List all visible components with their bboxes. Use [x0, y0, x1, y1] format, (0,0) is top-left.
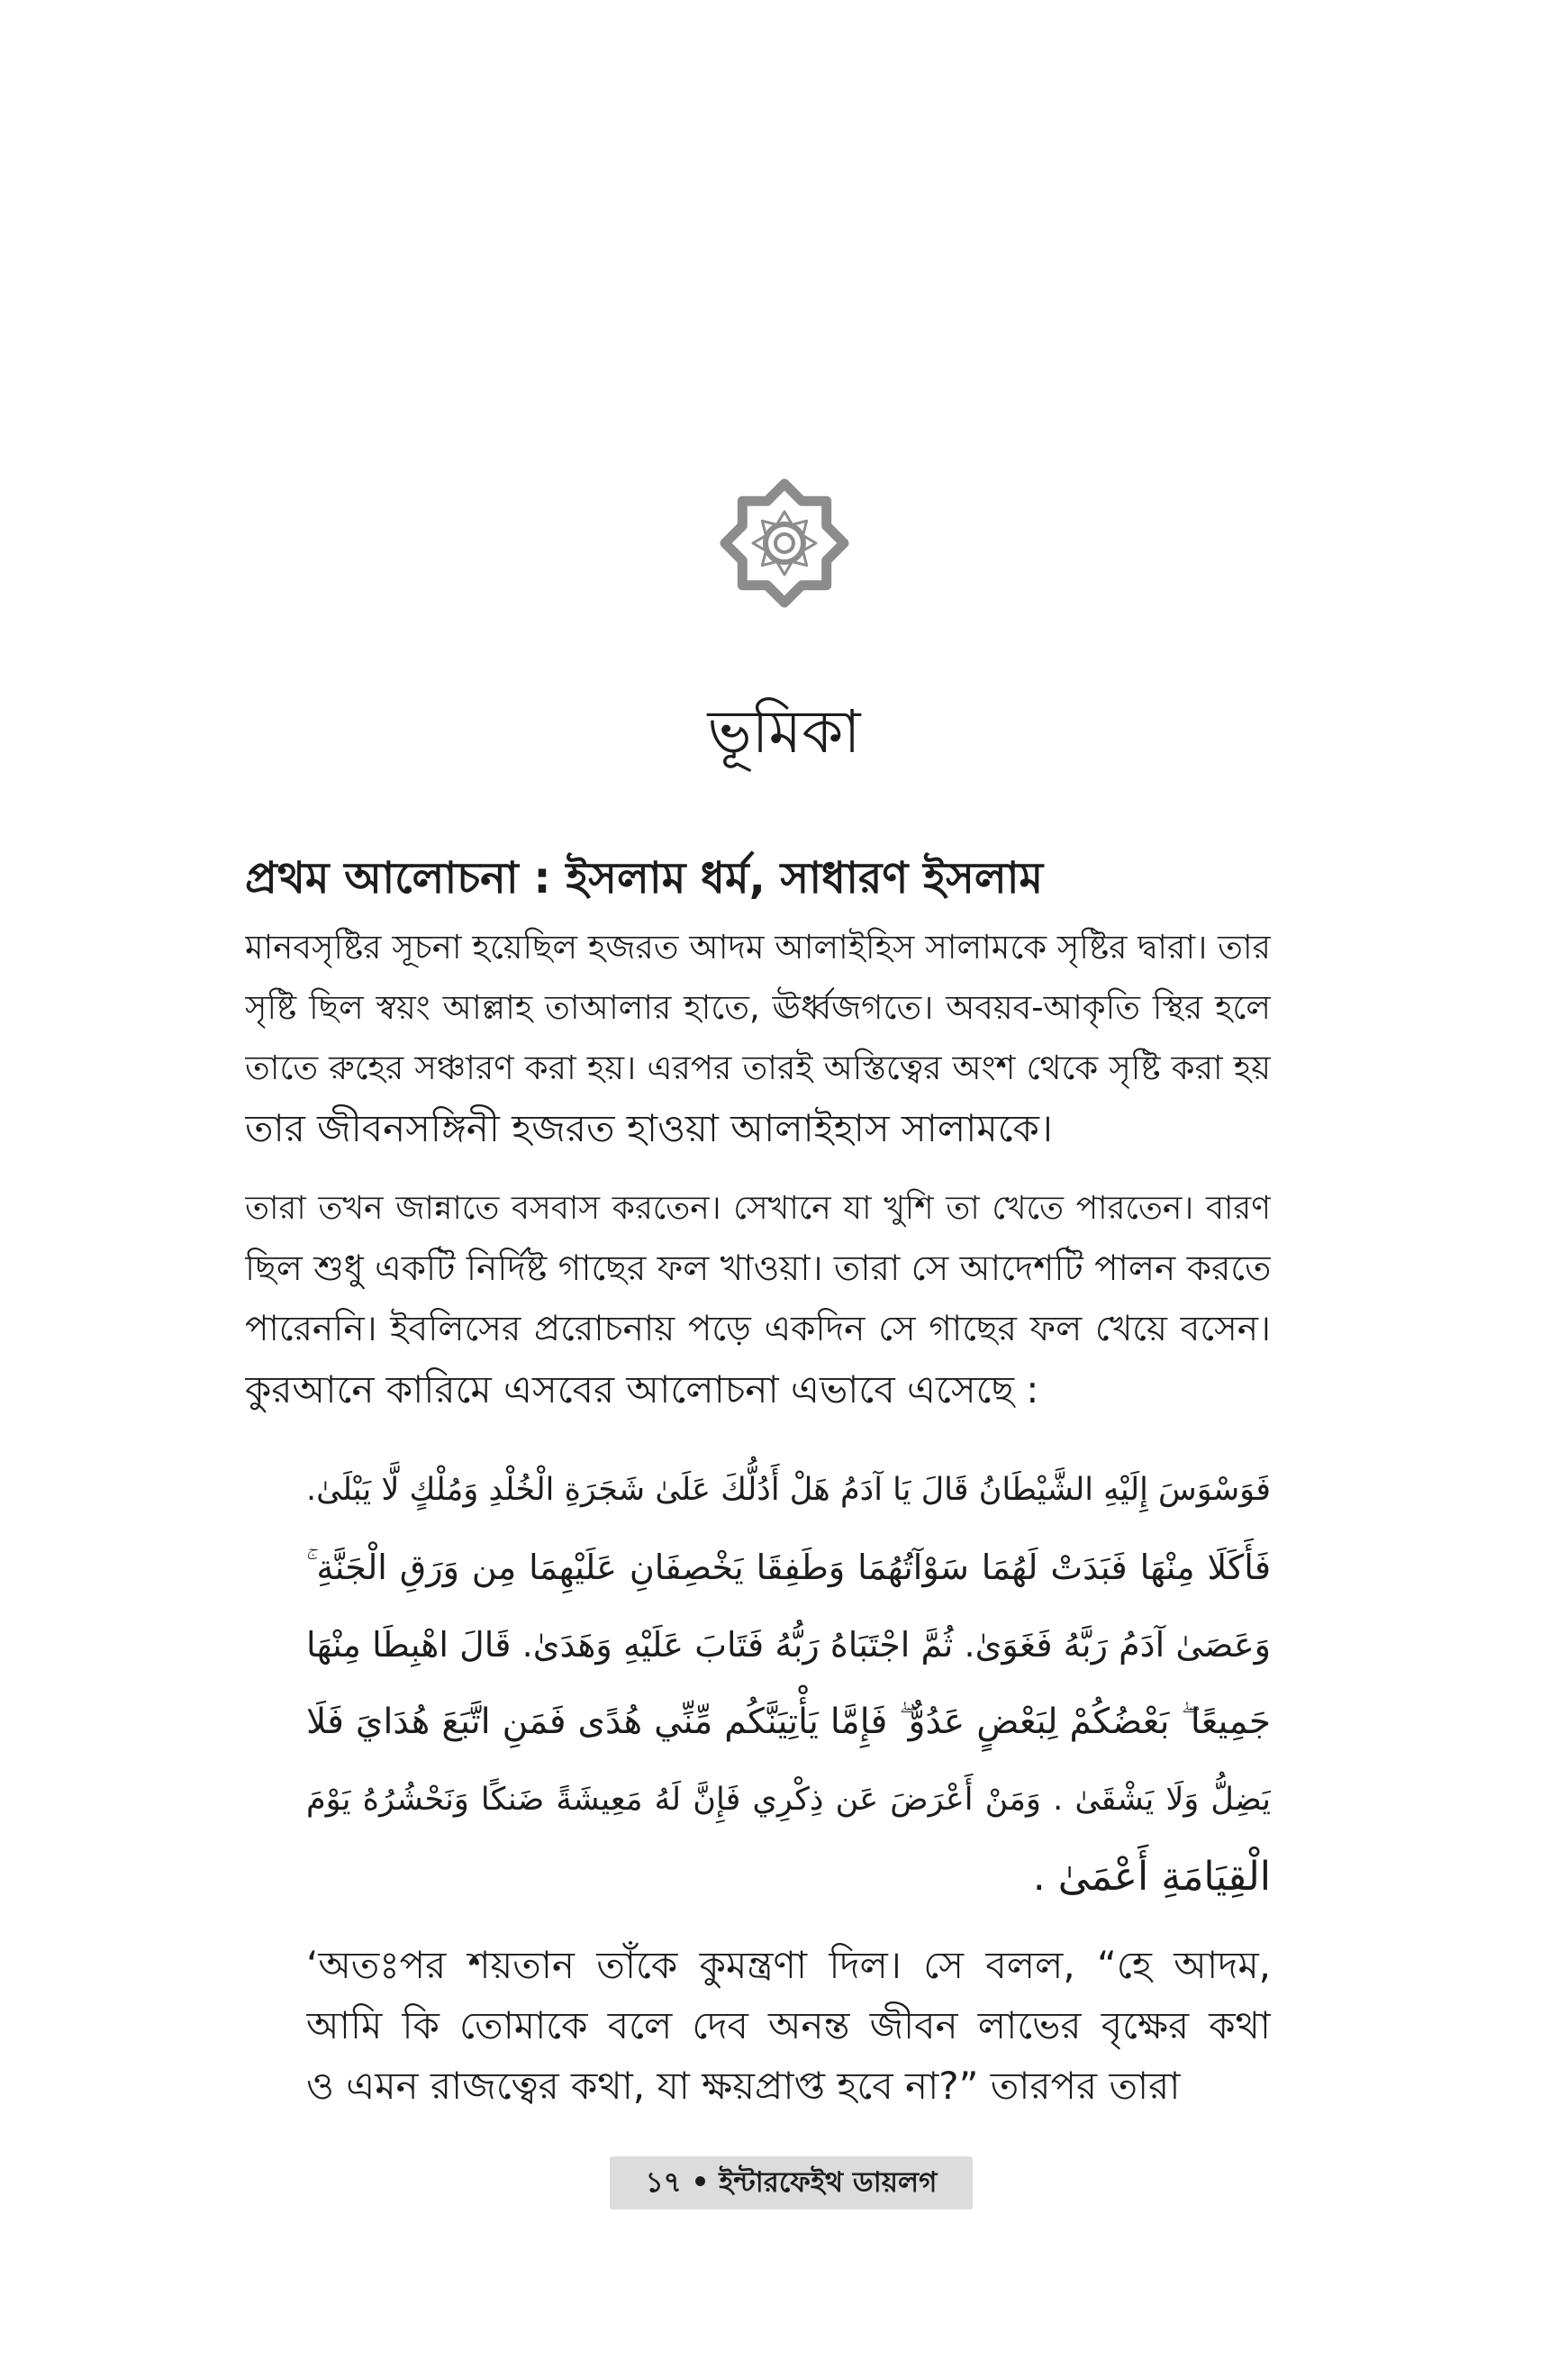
verse-line: يَضِلُّ وَلَا يَشْقَىٰ . وَمَنْ أَعْرَضَ عَن ذِكْرِي فَإِنَّ لَهُ مَعِيشَةً ضَنكًا وَنَحْشُرُهُ يَوْمَ [306, 1782, 1271, 1818]
footer-separator: • [691, 2166, 710, 2199]
octagram-ornament-icon [719, 477, 850, 609]
translation-line: আমি কি তোমাকে বলে দেব অনন্ত জীবন লাভের বৃক্ষের কথা [306, 2003, 1271, 2047]
paragraph [245, 1178, 1271, 1420]
paragraph-line: তাতে রুহের সঞ্চারণ করা হয়। এরপর তারই অস্তিত্বের অংশ থেকে সৃষ্টি করা হয় [245, 1048, 1271, 1087]
paragraph-line: সৃষ্টি ছিল স্বয়ং আল্লাহ তাআলার হাতে, ঊর্ধ্বজগতে। অবয়ব-আকৃতি স্থির হলে [245, 988, 1271, 1027]
paragraph-line: মানবসৃষ্টির সূচনা হয়েছিল হজরত আদম আলাইহিস সালামকে সৃষ্টির দ্বারা। তার [245, 928, 1271, 967]
paragraph [245, 917, 1271, 1158]
verse-line: وَعَصَىٰ آدَمُ رَبَّهُ فَغَوَىٰ. ثُمَّ اجْتَبَاهُ رَبُّهُ فَتَابَ عَلَيْهِ وَهَدَىٰ. قَالَ اهْبِطَا مِنْهَا [306, 1625, 1271, 1665]
quran-verse [306, 1451, 1271, 1916]
verse-line: الْقِيَامَةِ أَعْمَىٰ . [1032, 1854, 1271, 1900]
page-number: ১৭ [645, 2166, 682, 2199]
paragraph-line: তারা তখন জান্নাতে বসবাস করতেন। সেখানে যা খুশি তা খেতে পারতেন। বারণ [245, 1190, 1271, 1227]
paragraph-line: পারেননি। ইবলিসের প্ররোচনায় পড়ে একদিন সে গাছের ফল খেয়ে বসেন। [245, 1309, 1271, 1349]
verse-line: فَأَكَلَا مِنْهَا فَبَدَتْ لَهُمَا سَوْآتُهُمَا وَطَفِقَا يَخْصِفَانِ عَلَيْهِمَا مِن وَرَقِ الْجَنَّةِ ۚ [306, 1548, 1271, 1587]
translation-line: ও এমন রাজত্বের কথা, যা ক্ষয়প্রাপ্ত হবে না?” তারপর তারা [306, 2064, 1181, 2108]
paragraph-line: ছিল শুধু একটি নির্দিষ্ট গাছের ফল খাওয়া। তারা সে আদেশটি পালন করতে [245, 1248, 1271, 1289]
verse-translation [306, 1935, 1271, 2116]
section-heading: প্রথম আলোচনা : ইসলাম ধর্ম, সাধারণ ইসলাম [245, 853, 1044, 903]
paragraph-line: কুরআনে কারিমে এসবের আলোচনা এভাবে এসেছে : [245, 1367, 1039, 1411]
page-footer [610, 2156, 973, 2210]
page-title: ভূমিকা [707, 697, 861, 767]
verse-line: جَمِيعًا ۖ بَعْضُكُمْ لِبَعْضٍ عَدُوٌّ ۖ فَإِمَّا يَأْتِيَنَّكُم مِّنِّي هُدًى فَمَنِ اتَّبَعَ هُدَايَ فَلَا [306, 1702, 1271, 1742]
book-title: ইন্টারফেইথ ডায়লগ [719, 2166, 938, 2199]
translation-line: ‘অতঃপর শয়তান তাঁকে কুমন্ত্রণা দিল। সে বলল, “হে আদম, [306, 1943, 1271, 1987]
verse-line: فَوَسْوَسَ إِلَيْهِ الشَّيْطَانُ قَالَ يَا آدَمُ هَلْ أَدُلُّكَ عَلَىٰ شَجَرَةِ الْخُلْدِ وَمُلْكٍ لَّا يَبْلَىٰ. [306, 1472, 1271, 1508]
paragraph-line: তার জীবনসঙ্গিনী হজরত হাওয়া আলাইহাস সালামকে। [245, 1106, 1053, 1150]
